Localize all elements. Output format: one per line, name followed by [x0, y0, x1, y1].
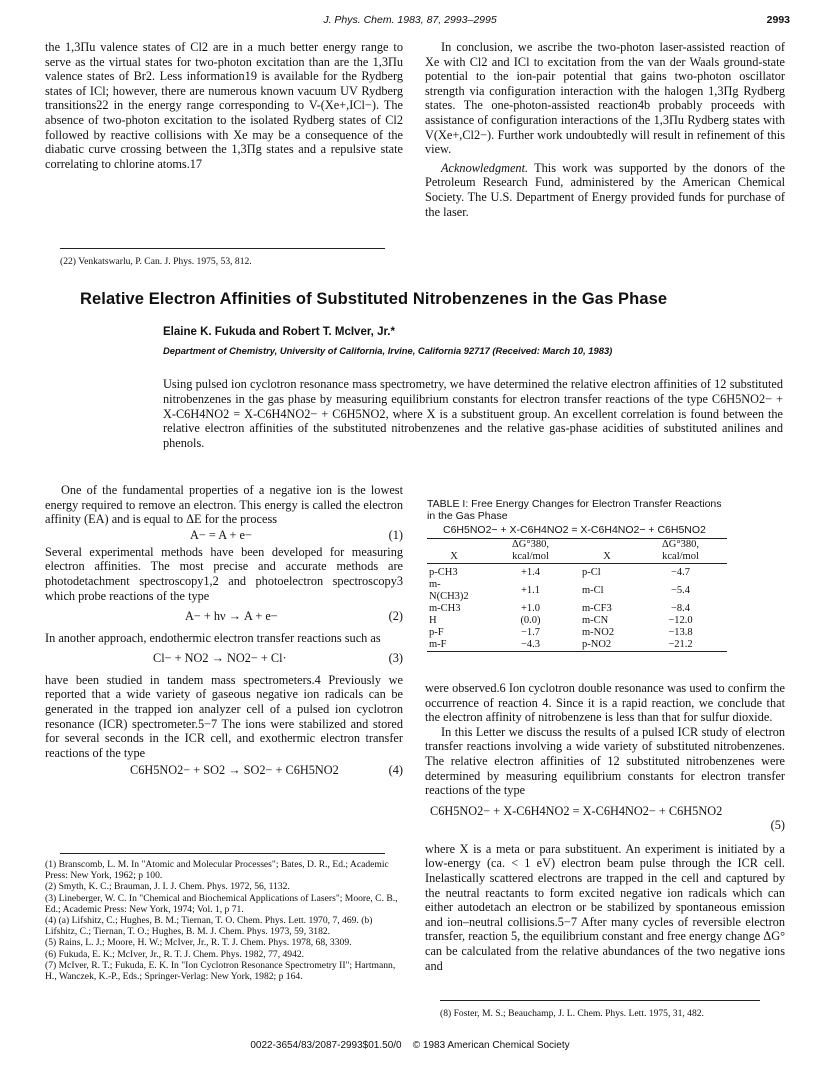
copyright: © 1983 American Chemical Society — [412, 1040, 570, 1051]
table-grid — [427, 539, 727, 652]
observation-paragraph: were observed.6 Ion cyclotron double resonance was used to confirm the occurrence of reaction 4. Since it is a rapid reaction, we conclude that the electron affinity of nitrobenzene is less than that for sulfur dioxide. — [425, 681, 785, 725]
experiment-paragraph: where X is a meta or para substituent. An experiment is initiated by a low-energy (ca. < 1 eV) electron beam pulse through the ICR cell. Inelastically scattered electrons are trapped in the cell and captured by the neutral reactants to form excited negative ion radicals which can either autodetach an electron or be stabilized by spontaneous emission and ion–neutral collisions.5−7 After many cycles of reversible electron transfer, reaction 5, the equilibrium constant and free energy change ΔG° can be calculated from the relative abundances of the two negative ions and — [425, 841, 785, 973]
methods-paragraph: Several experimental methods have been developed for measuring electron affinities. The most precise and accurate methods are photodetachment spectroscopy1,2 and photoelectron spectroscopy3 which probe reactions of the type — [45, 544, 403, 603]
table-row: m-CH3 +1.0 m-CF3 −8.4 — [429, 602, 691, 614]
letter-scope-paragraph: In this Letter we discuss the results of a pulsed ICR study of electron transfer reactions involving a wide variety of substituted nitrobenzenes. The relative electron affinities of 12 substituted nitrobenzenes were determined by measuring equilibrium constants for electron transfer reactions of the type — [425, 724, 785, 798]
footnote-rule-left — [60, 853, 385, 854]
article-title: Relative Electron Affinities of Substituted Nitrobenzenes in the Gas Phase — [80, 290, 668, 308]
conclusion-paragraph: In conclusion, we ascribe the two-photon laser-assisted reaction of Xe with Cl2 and ICl to excitation from the van der Waals ground-state potential to the ion-pair potential that gains two-photon oscillator strength via configuration interaction with the halogen 1,3Πg Rydberg states. The one-photon-assisted reaction4b probably proceeds with assistance of configuration interactions of the 1,3Πu Rydberg states with V(Xe+,Cl2−). Further work undoubtedly will result in refinement of this view. — [425, 40, 785, 157]
article-authors: Elaine K. Fukuda and Robert T. McIver, Jr.* — [163, 326, 395, 338]
table-row: m-F −4.3 p-NO2 −21.2 — [427, 639, 727, 652]
table-1 — [427, 498, 727, 652]
table-caption: TABLE I: Free Energy Changes for Electron Transfer Reactions in the Gas Phase — [427, 498, 722, 522]
approach-paragraph: In another approach, endothermic electron transfer reactions such as — [45, 631, 381, 646]
table-row: m-N(CH3)2 +1.1 m-Cl −5.4 — [429, 578, 691, 602]
running-header — [30, 14, 790, 32]
equation-1: A− = A + e− (1) — [190, 527, 403, 542]
footnote-7: (7) McIver, R. T.; Fukuda, E. K. In "Ion Cyclotron Resonance Spectrometry II"; Hartmann, H., Wanczek, K.-P., Eds.; Springer-Verlag: New York, 1982; p 164. — [45, 959, 396, 983]
footnote-5: (5) Rains, L. J.; Moore, H. W.; McIver, Jr., R. T. J. Chem. Phys. 1978, 68, 3309. — [45, 937, 352, 949]
body-right-column — [425, 681, 785, 973]
body-left-column — [45, 483, 403, 781]
footnotes-left — [45, 859, 403, 982]
article-affiliation: Department of Chemistry, University of California, Irvine, California 92717 (Received: March 10, 1983) — [163, 345, 613, 356]
table-row: H (0.0) m-CN −12.0 — [429, 614, 693, 626]
previous-article-end-right — [425, 40, 785, 219]
previous-article-end-left — [45, 40, 403, 171]
equation-3: Cl− + NO2 → NO2− + Cl· (3) — [153, 650, 403, 665]
acknowledgment-paragraph — [425, 161, 785, 219]
table-header-row: ΔG°380, ΔG°380, — [512, 539, 699, 550]
intro-paragraph: One of the fundamental properties of a negative ion is the lowest energy required to remove an electron. This energy is called the electron affinity (EA) and is equal to ΔE for the process — [45, 483, 403, 527]
table-reaction: C6H5NO2− + X-C6H4NO2 = X-C6H4NO2− + C6H5NO2 — [443, 524, 706, 536]
article-code: 0022-3654/83/2087-2993$01.50/0 — [250, 1040, 402, 1051]
page-footer — [0, 1040, 820, 1051]
acknowledgment-label: Acknowledgment. — [441, 160, 529, 175]
journal-citation: J. Phys. Chem. 1983, 87, 2993–2995 — [323, 14, 497, 26]
equation-2: A− + hν → A + e− (2) — [185, 609, 403, 624]
table-row: p-CH3 +1.4 p-Cl −4.7 — [429, 566, 691, 578]
footnote-4: (4) (a) Lifshitz, C.; Hughes, B. M.; Tiernan, T. O. Chem. Phys. Lett. 1970, 7, 469. (b) Lifshitz, C.; Tiernan, T. O.; Hughes, B. M. J. Chem. Phys. 1973, 59, 3182. — [45, 915, 373, 938]
footnote-rule-right — [440, 1000, 760, 1001]
acknowledgment-text: This work was supported by the donors of the Petroleum Research Fund, administered by the American Chemical Society. The U.S. Department of Energy provided funds for purchase of the laser. — [425, 160, 785, 219]
footnote-8: (8) Foster, M. S.; Beauchamp, J. L. Chem. Phys. Lett. 1975, 31, 482. — [440, 1008, 704, 1019]
footnote-1: (1) Branscomb, L. M. In "Atomic and Molecular Processes"; Bates, D. R., Ed.; Academic Press: New York, 1962; p 100. — [45, 859, 389, 882]
table-header-row-2: X kcal/mol X kcal/mol — [427, 551, 727, 564]
footnote-22: (22) Venkatswarlu, P. Can. J. Phys. 1975, 53, 812. — [60, 256, 252, 267]
equation-4: C6H5NO2− + SO2 → SO2− + C6H5NO2 (4) — [130, 763, 403, 778]
continuation-paragraph: the 1,3Πu valence states of Cl2 are in a much better energy range to serve as the virtual states for two-photon excitation than are the 1,3Πu valence states of Br2. Less information19 is available for the Rydberg states of ICl; however, there are numerous known vacuum UV Rydberg transitions22 in the energy range corresponding to V-(Xe+,ICl−). The absence of two-photon excitation to the isolated Rydberg states of Cl2 followed by reactive collisions with Xe may be a consequence of the diabatic curve crossing between the 1,3Πg states and a repulsive state correlating to chlorine atoms.17 — [45, 40, 403, 171]
icr-paragraph: have been studied in tandem mass spectrometers.4 Previously we reported that a wide variety of gaseous negative ion radicals can be generated in the trapped ion analyzer cell of a pulsed ion cyclotron resonance (ICR) spectrometer.5−7 The ions were stabilized and stored for several seconds in the ICR cell, and exothermic electron transfer reactions of the type — [45, 672, 403, 760]
page-number: 2993 — [766, 14, 790, 26]
footnote-3: (3) Lineberger, W. C. In "Chemical and Biochemical Applications of Lasers"; Moore, C. B., Ed.; Academic Press: New York, 1974; Vol. 1, p 71. — [45, 892, 398, 915]
table-row: p-F −1.7 m-NO2 −13.8 — [429, 626, 693, 638]
footnote-rule — [60, 248, 385, 249]
article-abstract: Using pulsed ion cyclotron resonance mass spectrometry, we have determined the relative electron affinities of 12 substituted nitrobenzenes in the gas phase by measuring equilibrium constants for electron transfer reactions of the type C6H5NO2− + X-C6H4NO2 = X-C6H4NO2− + C6H5NO2, where X is a substituent group. An excellent correlation is found between the relative electron affinities of the substituted nitrobenzenes and the relative gas-phase acidities of substituted anilines and phenols. — [163, 377, 783, 451]
footnote-2: (2) Smyth, K. C.; Brauman, J. I. J. Chem. Phys. 1972, 56, 1132. — [45, 881, 290, 893]
footnote-6: (6) Fukuda, E. K.; McIver, Jr., R. T. J. Chem. Phys. 1982, 77, 4942. — [45, 948, 305, 960]
equation-5: C6H5NO2− + X-C6H4NO2 = X-C6H4NO2− + C6H5NO2 (5) — [430, 803, 785, 832]
